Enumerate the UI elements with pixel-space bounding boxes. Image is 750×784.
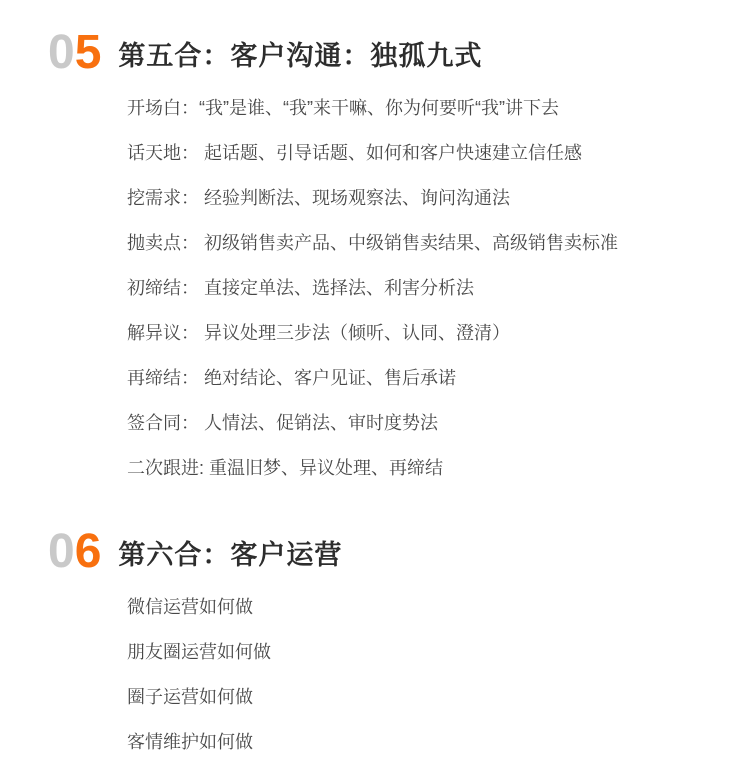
section-06-number: [48, 525, 102, 578]
course-item: 解异议： 异议处理三步法（倾听、认同、澄清）: [127, 323, 510, 343]
course-item: 话天地： 起话题、引导话题、如何和客户快速建立信任感: [127, 143, 582, 163]
course-item: 抛卖点： 初级销售卖产品、中级销售卖结果、高级销售卖标准: [127, 233, 618, 253]
section-05-number-gray: 0: [48, 26, 75, 79]
course-item: 客情维护如何做: [127, 732, 253, 752]
section-05-header: [48, 26, 750, 79]
section-05-title: 第五合：客户沟通：独孤九式: [118, 40, 483, 71]
section-05-number: [48, 26, 102, 79]
course-item: 再缔结： 绝对结论、客户见证、售后承诺: [127, 368, 456, 388]
course-item: 初缔结： 直接定单法、选择法、利害分析法: [127, 278, 474, 298]
section-05-list: [127, 86, 750, 491]
section-05-number-accent: 5: [74, 26, 102, 79]
section-06-number-accent: 6: [74, 525, 102, 578]
course-item: 签合同： 人情法、促销法、审时度势法: [127, 413, 438, 433]
section-05: [0, 26, 750, 491]
section-06-header: [48, 525, 750, 578]
section-06-list: [127, 585, 750, 765]
course-item: 开场白：“我”是谁、“我”来干嘛、你为何要听“我”讲下去: [127, 98, 559, 118]
course-item: 朋友圈运营如何做: [127, 642, 271, 662]
course-item: 微信运营如何做: [127, 597, 253, 617]
course-item: 挖需求： 经验判断法、现场观察法、询问沟通法: [127, 188, 510, 208]
course-item: 圈子运营如何做: [127, 687, 253, 707]
section-06: [0, 525, 750, 765]
course-item: 二次跟进: 重温旧梦、异议处理、再缔结: [127, 458, 444, 478]
section-06-number-gray: 0: [48, 525, 75, 578]
section-06-title: 第六合：客户运营: [118, 539, 343, 570]
